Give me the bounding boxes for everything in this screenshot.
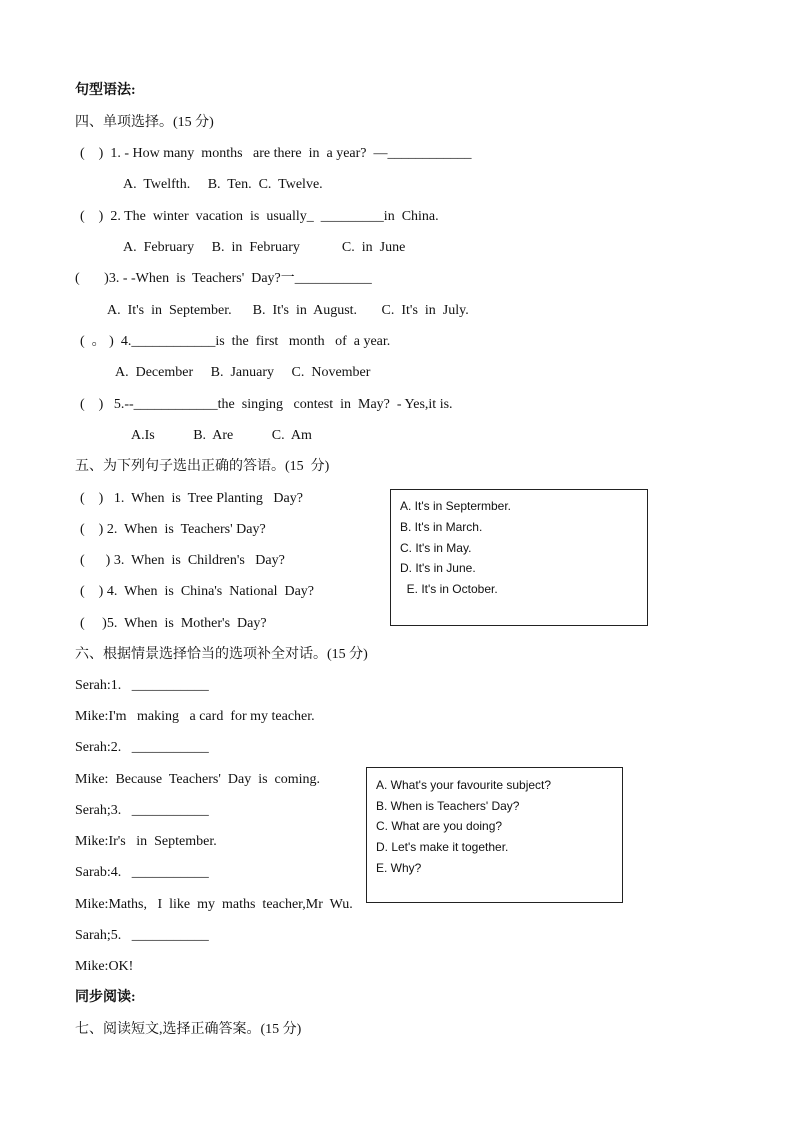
dialogue-line: Sarah;5. ___________ [75,928,209,943]
question-1: ( ) 1. - How many months are there in a year? —____________ [80,146,472,161]
section-7-title: 七、阅读短文,选择正确答案。(15 分) [75,1022,302,1037]
option-item: A. What's your favourite subject? [376,778,552,792]
section-6-title: 六、根据情景选择恰当的选项补全对话。(15 分) [75,647,368,662]
section-5-question: ( )5. When is Mother's Day? [80,616,267,631]
question-3-options: A. It's in September. B. It's in August. C. It's in July. [107,303,469,318]
dialogue-line: Serah;3. ___________ [75,803,209,818]
dialogue-line: Mike:OK! [75,959,134,974]
dialogue-line: Mike:Maths, I like my maths teacher,Mr Wu. [75,897,353,912]
question-5-options: A.Is B. Are C. Am [131,428,312,443]
section-5-title: 五、为下列句子选出正确的答语。(15 分) [75,459,330,474]
dialogue-line: Mike:I'm making a card for my teacher. [75,709,315,724]
dialogue-line: Serah:1. ___________ [75,678,209,693]
section-4-title: 四、单项选择。(15 分) [75,115,214,130]
option-item: C. It's in May. [400,541,472,555]
question-2: ( ) 2. The winter vacation is usually_ _________in China. [80,209,439,224]
dialogue-line: Mike:Ir's in September. [75,834,217,849]
section-5-options-box [390,489,648,626]
option-item: D. Let's make it together. [376,840,509,854]
option-item: B. It's in March. [400,520,483,534]
section-5-question: ( ) 1. When is Tree Planting Day? [80,491,303,506]
option-item: A. It's in Septermber. [400,499,512,513]
section-5-question: ( ) 3. When is Children's Day? [80,553,285,568]
option-item: D. It's in June. [400,561,476,575]
section-5-question: ( ) 4. When is China's National Day? [80,584,314,599]
option-item: B. When is Teachers' Day? [376,799,520,813]
dialogue-line: Mike: Because Teachers' Day is coming. [75,772,321,787]
dialogue-line: Serah:2. ___________ [75,740,209,755]
section-5-question: ( ) 2. When is Teachers' Day? [80,522,266,537]
question-3: ( )3. - -When is Teachers' Day?一___________ [75,271,372,286]
dialogue-line: Sarab:4. ___________ [75,865,209,880]
section-heading-grammar: 句型语法: [75,83,136,98]
question-5: ( ) 5.--____________the singing contest in May? - Yes,it is. [80,397,453,412]
question-1-options: A. Twelfth. B. Ten. C. Twelve. [123,177,323,192]
question-2-options: A. February B. in February C. in June [123,240,406,255]
section-heading-reading: 同步阅读: [75,990,136,1005]
section-6-options-box [366,767,623,903]
option-item: C. What are you doing? [376,819,503,833]
option-item: E. It's in October. [400,582,498,596]
question-4-options: A. December B. January C. November [115,365,371,380]
question-4: ( 。 ) 4.____________is the first month of a year. [80,334,391,349]
option-item: E. Why? [376,861,422,875]
